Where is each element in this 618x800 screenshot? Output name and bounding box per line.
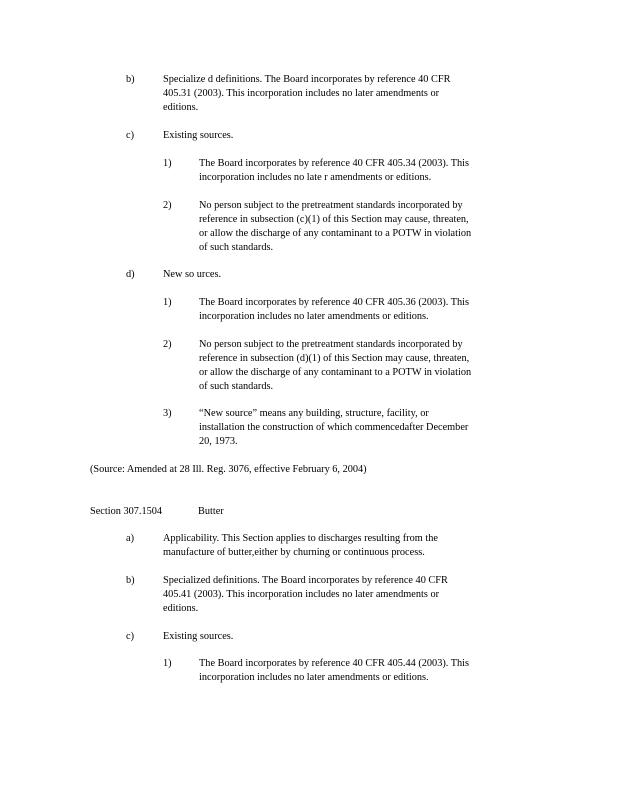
- subsection-label: b): [126, 575, 135, 586]
- subsection-label: a): [126, 533, 134, 544]
- text-line: or allow the discharge of any contaminant to a POTW in violation: [199, 228, 472, 239]
- text-line: or allow the discharge of any contaminant to a POTW in violation: [199, 367, 472, 378]
- source-note: (Source: Amended at 28 Ill. Reg. 3076, effective February 6, 2004): [90, 464, 367, 475]
- paragraph-label: 2): [163, 339, 172, 350]
- text-line: New so urces.: [163, 269, 222, 280]
- paragraph-label: 3): [163, 408, 172, 419]
- subsection-label: d): [126, 269, 135, 280]
- paragraph-label: 1): [163, 658, 172, 669]
- text-line: of such standards.: [199, 242, 274, 253]
- text-line: No person subject to the pretreatment standards incorporated by: [199, 200, 463, 211]
- paragraph-text: [199, 338, 519, 394]
- text-line: No person subject to the pretreatment standards incorporated by: [199, 339, 463, 350]
- paragraph-label: 1): [163, 297, 172, 308]
- subsection-label: b): [126, 74, 135, 85]
- paragraph-text: [199, 157, 519, 185]
- text-line: editions.: [163, 102, 199, 113]
- text-line: incorporation includes no later amendments or editions.: [199, 311, 429, 322]
- text-line: editions.: [163, 603, 199, 614]
- text-line: 405.31 (2003). This incorporation includes no later amendments or: [163, 88, 440, 99]
- text-line: incorporation includes no later amendments or editions.: [199, 672, 429, 683]
- text-line: installation the construction of which commencedafter December: [199, 422, 469, 433]
- subsection-text: [163, 73, 503, 115]
- text-line: The Board incorporates by reference 40 CFR 405.34 (2003). This: [199, 158, 470, 169]
- text-line: 405.41 (2003). This incorporation includes no later amendments or: [163, 589, 440, 600]
- text-line: “New source” means any building, structure, facility, or: [199, 408, 429, 419]
- text-line: reference in subsection (c)(1) of this Section may cause, threaten,: [199, 214, 469, 225]
- subsection-text: [163, 574, 503, 616]
- section-title: Butter: [198, 506, 224, 517]
- text-line: Specialized definitions. The Board incorporates by reference 40 CFR: [163, 575, 448, 586]
- subsection-label: c): [126, 631, 134, 642]
- text-line: Existing sources.: [163, 631, 234, 642]
- subsection-text: [163, 630, 503, 644]
- paragraph-text: [199, 657, 519, 685]
- subsection-label: c): [126, 130, 134, 141]
- paragraph-label: 2): [163, 200, 172, 211]
- text-line: reference in subsection (d)(1) of this Section may cause, threaten,: [199, 353, 470, 364]
- subsection-text: [163, 129, 503, 143]
- text-line: manufacture of butter,either by churning or continuous process.: [163, 547, 425, 558]
- text-line: 20, 1973.: [199, 436, 238, 447]
- text-line: Applicability. This Section applies to discharges resulting from the: [163, 533, 438, 544]
- text-line: The Board incorporates by reference 40 CFR 405.44 (2003). This: [199, 658, 470, 669]
- text-line: incorporation includes no late r amendments or editions.: [199, 172, 432, 183]
- text-line: of such standards.: [199, 381, 274, 392]
- paragraph-text: [199, 296, 519, 324]
- subsection-text: [163, 532, 503, 560]
- subsection-text: [163, 268, 503, 282]
- paragraph-label: 1): [163, 158, 172, 169]
- text-line: Specialize d definitions. The Board incorporates by reference 40 CFR: [163, 74, 451, 85]
- paragraph-text: [199, 407, 519, 449]
- paragraph-text: [199, 199, 519, 255]
- text-line: Existing sources.: [163, 130, 234, 141]
- section-number: Section 307.1504: [90, 506, 163, 517]
- text-line: The Board incorporates by reference 40 CFR 405.36 (2003). This: [199, 297, 470, 308]
